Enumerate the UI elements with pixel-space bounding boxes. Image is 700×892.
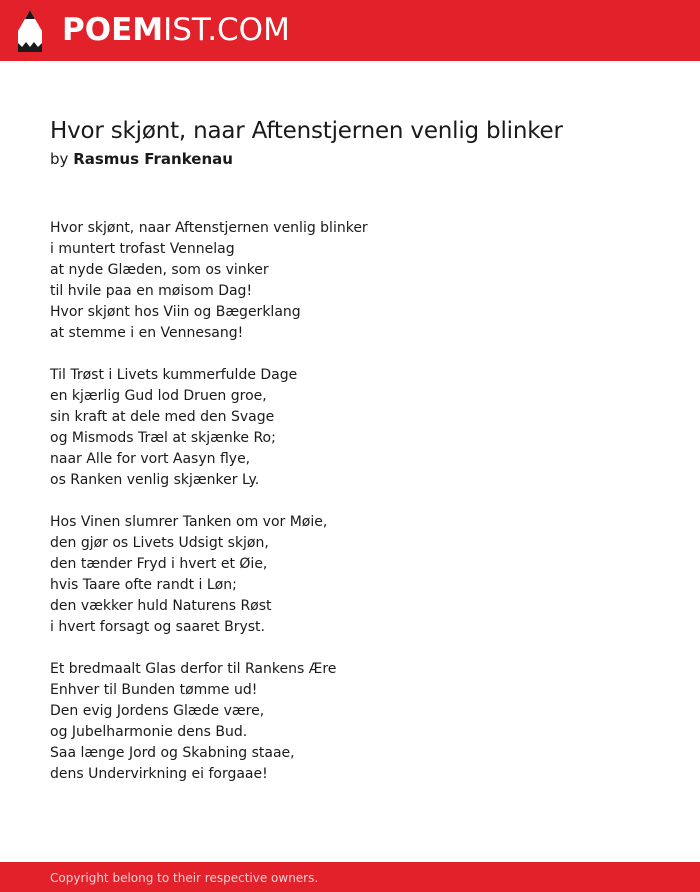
poem-line: og Mismods Træl at skjænke Ro; [50,430,276,446]
stanza [50,512,650,638]
poem-line: hvis Taare ofte randt i Løn; [50,577,237,593]
poem-line: i hvert forsagt og saaret Bryst. [50,619,265,635]
poem-line: at nyde Glæden, som os vinker [50,262,269,278]
poem-line: Hvor skjønt, naar Aftenstjernen venlig blinker [50,220,368,236]
pencil-tip-icon[interactable] [16,9,44,53]
poem-line: en kjærlig Gud lod Druen groe, [50,388,267,404]
stanza [50,659,650,785]
poem-line: Hos Vinen slumrer Tanken om vor Møie, [50,514,328,530]
poem-line: naar Alle for vort Aasyn flye, [50,451,251,467]
copyright-notice: Copyright belong to their respective owners. [50,871,319,885]
poem-title: Hvor skjønt, naar Aftenstjernen venlig blinker [50,118,563,144]
stanza [50,218,650,344]
poem-line: Et bredmaalt Glas derfor til Rankens Ære [50,661,337,677]
author-name: Rasmus Frankenau [73,150,233,168]
byline-label: by [50,150,69,168]
site-header [0,0,700,61]
poem-line: dens Undervirkning ei forgaae! [50,766,268,782]
poem-line: og Jubelharmonie dens Bud. [50,724,248,740]
poem-line: til hvile paa en møisom Dag! [50,283,253,299]
poem-line: at stemme i en Vennesang! [50,325,244,341]
poem-line: sin kraft at dele med den Svage [50,409,275,425]
poem-body [50,218,650,806]
site-footer [0,862,700,892]
site-logo[interactable] [62,11,290,49]
poem-line: Hvor skjønt hos Viin og Bægerklang [50,304,301,320]
poem-line: den vækker huld Naturens Røst [50,598,272,614]
poem-line: Til Trøst i Livets kummerfulde Dage [50,367,298,383]
stanza [50,365,650,491]
poem-line: i muntert trofast Vennelag [50,241,235,257]
poem-line: den tænder Fryd i hvert et Øie, [50,556,268,572]
poem-line: den gjør os Livets Udsigt skjøn, [50,535,269,551]
logo-light-text: IST.COM [163,12,290,48]
poem-line: os Ranken venlig skjænker Ly. [50,472,260,488]
poem-line: Enhver til Bunden tømme ud! [50,682,258,698]
logo-bold-text: POEM [62,12,164,48]
poem-line: Saa længe Jord og Skabning staae, [50,745,295,761]
byline [50,148,233,170]
poem-line: Den evig Jordens Glæde være, [50,703,265,719]
